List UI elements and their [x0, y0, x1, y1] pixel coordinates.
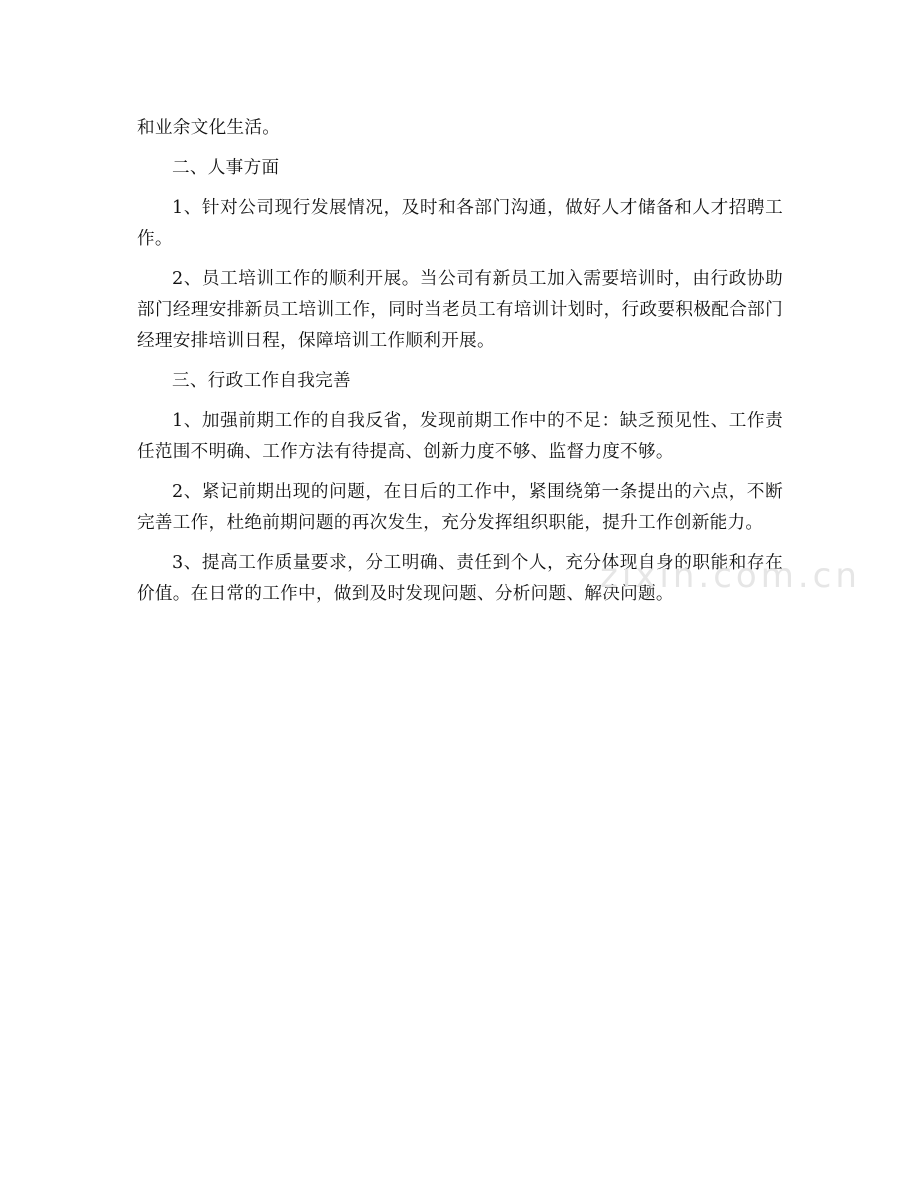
section-heading-personnel: 二、人事方面 [172, 158, 280, 178]
watermark: zixin.com.cn [600, 556, 861, 596]
section-heading-self-improvement: 三、行政工作自我完善 [172, 371, 351, 391]
paragraph-improvement-1: 1、加强前期工作的自我反省，发现前期工作中的不足：缺乏预见性、工作责任范围不明确、工作方法有待提高、创新力度不够、监督力度不够。 [137, 411, 783, 462]
document-body [137, 113, 783, 619]
paragraph-improvement-2: 2、紧记前期出现的问题，在日后的工作中，紧围绕第一条提出的六点，不断完善工作，杜绝前期问题的再次发生，充分发挥组织职能，提升工作创新能力。 [137, 482, 783, 533]
paragraph-personnel-1: 1、针对公司现行发展情况，及时和各部门沟通，做好人才储备和人才招聘工作。 [137, 198, 783, 249]
paragraph-continuation: 和业余文化生活。 [137, 118, 281, 138]
paragraph-personnel-2: 2、员工培训工作的顺利开展。当公司有新员工加入需要培训时，由行政协助部门经理安排新员工培训工作，同时当老员工有培训计划时，行政要积极配合部门经理安排培训日程，保障培训工作顺利开展。 [137, 269, 783, 351]
paragraph-improvement-3: 3、提高工作质量要求，分工明确、责任到个人，充分体现自身的职能和存在价值。在日常的工作中，做到及时发现问题、分析问题、解决问题。 [137, 553, 783, 604]
